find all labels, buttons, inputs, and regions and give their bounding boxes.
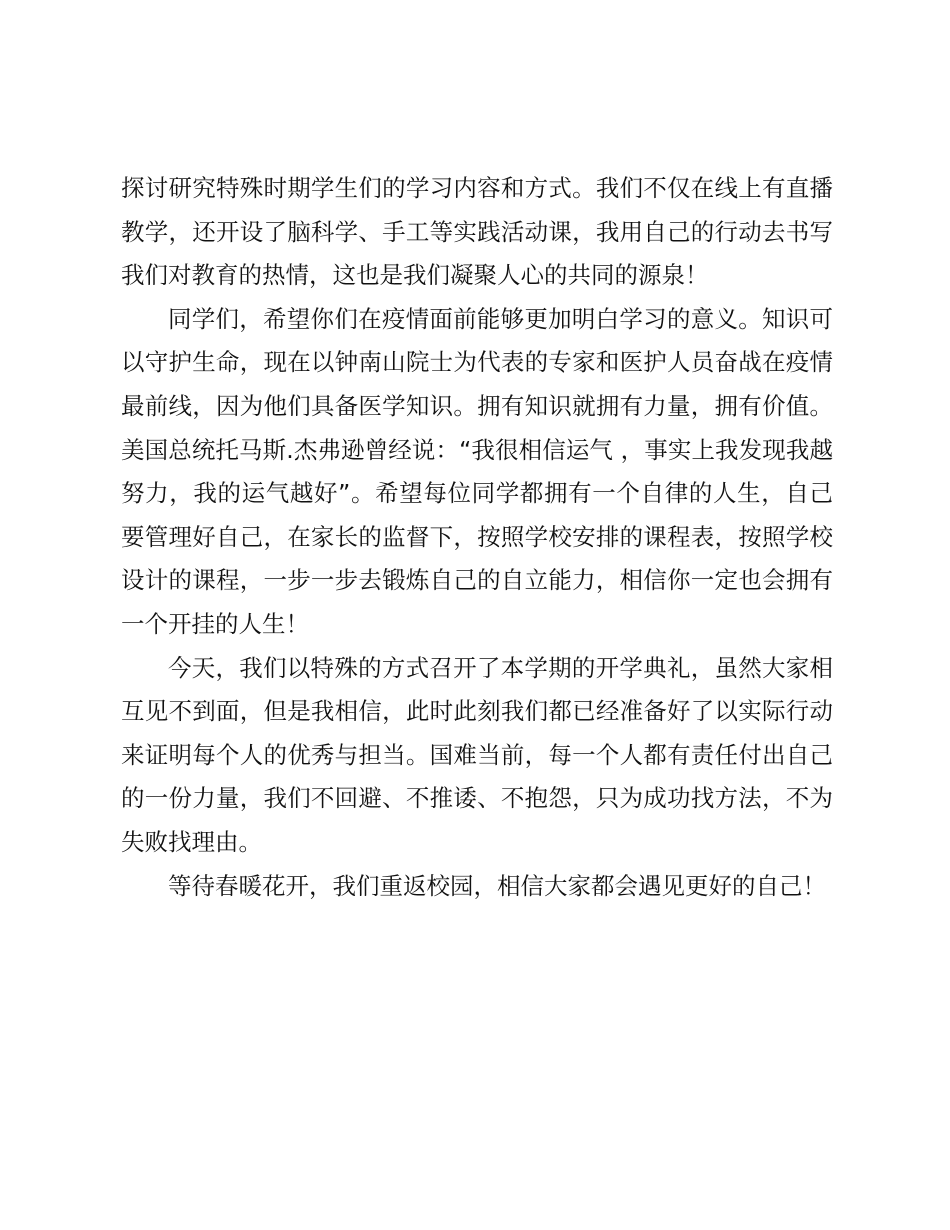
paragraph-study-meaning: 同学们，希望你们在疫情面前能够更加明白学习的意义。知识可以守护生命，现在以钟南山院士为代表的专家和医护人员奋战在疫情最前线，因为他们具备医学知识。拥有知识就拥有力量，拥有价值。美国总统托马斯.杰弗逊曾经说：“我很相信运气 ，事实上我发现我越努力，我的运气越好”。希望每位同学都拥有一个自律的人生，自己要管理好自己，在家长的监督下，按照学校安排的课程表，按照学校设计的课程，一步一步去锻炼自己的自立能力，相信你一定也会拥有一个开挂的人生！ xyxy=(121,304,833,638)
paragraph-opening-ceremony: 今天，我们以特殊的方式召开了本学期的开学典礼，虽然大家相互见不到面，但是我相信，此时此刻我们都已经准备好了以实际行动来证明每个人的优秀与担当。国难当前，每一个人都有责任付出自己的一份力量，我们不回避、不推诿、不抱怨，只为成功找方法，不为失败找理由。 xyxy=(121,653,833,856)
paragraph-closing: 等待春暖花开，我们重返校园，相信大家都会遇见更好的自己！ xyxy=(168,871,826,900)
paragraph-continuation: 探讨研究特殊时期学生们的学习内容和方式。我们不仅在线上有直播教学，还开设了脑科学、手工等实践活动课，我用自己的行动去书写我们对教育的热情，这也是我们凝聚人心的共同的源泉！ xyxy=(121,174,833,290)
document-body xyxy=(121,167,833,908)
